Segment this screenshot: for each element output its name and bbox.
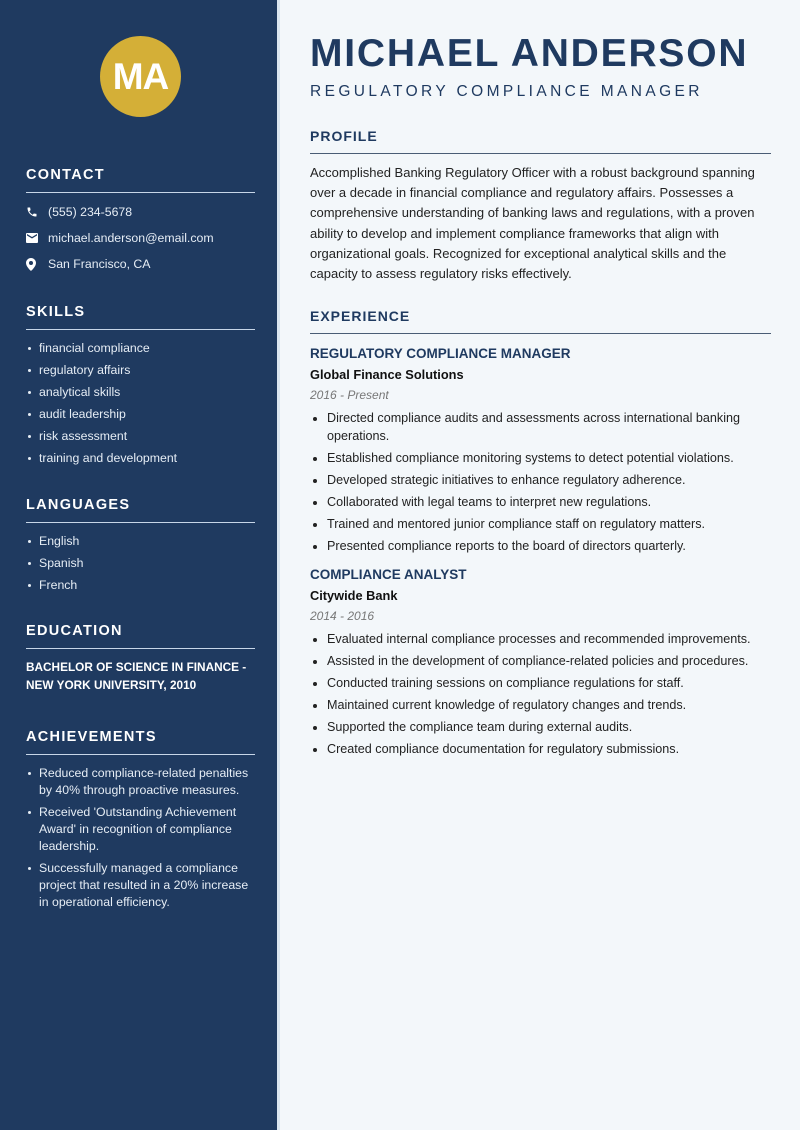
contact-phone bbox=[26, 203, 255, 221]
languages-heading: LANGUAGES bbox=[26, 497, 255, 523]
languages-list bbox=[26, 533, 255, 594]
job-title: COMPLIANCE ANALYST bbox=[310, 567, 467, 582]
language-item: French bbox=[26, 577, 255, 594]
job-bullet: Trained and mentored junior compliance staff on regulatory matters. bbox=[310, 516, 771, 534]
job-bullets bbox=[310, 631, 771, 759]
job-bullet: Collaborated with legal teams to interpret new regulations. bbox=[310, 494, 771, 512]
avatar-initials: MA bbox=[112, 55, 169, 97]
education-entry: BACHELOR OF SCIENCE IN FINANCE - NEW YORK UNIVERSITY, 2010 bbox=[26, 660, 247, 692]
phone-text[interactable]: (555) 234-5678 bbox=[48, 205, 133, 219]
phone-icon bbox=[26, 206, 48, 218]
job-bullet: Developed strategic initiatives to enhance regulatory adherence. bbox=[310, 472, 771, 490]
job-bullet: Directed compliance audits and assessments across international banking operations. bbox=[310, 410, 771, 445]
email-icon bbox=[26, 233, 48, 243]
profile-section bbox=[310, 128, 771, 284]
skill-item: audit leadership bbox=[26, 406, 255, 423]
sidebar bbox=[0, 0, 280, 1130]
achievements-list bbox=[26, 765, 255, 911]
job-bullet: Assisted in the development of compliance-related policies and procedures. bbox=[310, 653, 771, 671]
job-bullet: Supported the compliance team during external audits. bbox=[310, 719, 771, 737]
job-bullets bbox=[310, 410, 771, 555]
candidate-title: REGULATORY COMPLIANCE MANAGER bbox=[310, 83, 703, 100]
education-heading: EDUCATION bbox=[26, 623, 255, 649]
job-bullet: Presented compliance reports to the board of directors quarterly. bbox=[310, 538, 771, 556]
candidate-name: MICHAEL ANDERSON bbox=[310, 32, 749, 75]
job-dates: 2016 - Present bbox=[310, 388, 389, 402]
skill-item: financial compliance bbox=[26, 340, 255, 357]
avatar bbox=[100, 36, 181, 117]
contact-heading: CONTACT bbox=[26, 167, 255, 193]
job-title: REGULATORY COMPLIANCE MANAGER bbox=[310, 346, 571, 361]
achievement-item: Successfully managed a compliance project that resulted in a 20% increase in operational efficiency. bbox=[26, 860, 255, 911]
achievement-item: Reduced compliance-related penalties by 40% through proactive measures. bbox=[26, 765, 255, 799]
experience-heading: EXPERIENCE bbox=[310, 308, 771, 334]
job-company: Citywide Bank bbox=[310, 588, 398, 603]
location-pin-icon bbox=[26, 258, 48, 271]
skill-item: training and development bbox=[26, 450, 255, 467]
experience-section bbox=[310, 308, 771, 763]
job-dates: 2014 - 2016 bbox=[310, 609, 375, 623]
language-item: English bbox=[26, 533, 255, 550]
achievements-heading: ACHIEVEMENTS bbox=[26, 729, 255, 755]
job-bullet: Evaluated internal compliance processes and recommended improvements. bbox=[310, 631, 771, 649]
profile-text: Accomplished Banking Regulatory Officer with a robust background spanning over a decade in financial compliance and regulatory affairs. Possesses a comprehensive understanding of banking laws and regulations, with a proven ability to develop and implement compliance frameworks that align with organizational goals. Recognized for exceptional analytical skills and the capacity to assess regulatory risks effectively. bbox=[310, 165, 755, 282]
job-bullet: Maintained current knowledge of regulatory changes and trends. bbox=[310, 697, 771, 715]
achievement-item: Received 'Outstanding Achievement Award' in recognition of compliance leadership. bbox=[26, 804, 255, 855]
achievements-section bbox=[26, 729, 255, 916]
location-text: San Francisco, CA bbox=[48, 257, 151, 271]
skill-item: regulatory affairs bbox=[26, 362, 255, 379]
language-item: Spanish bbox=[26, 555, 255, 572]
skill-item: risk assessment bbox=[26, 428, 255, 445]
job-entry bbox=[310, 567, 771, 759]
job-bullet: Created compliance documentation for regulatory submissions. bbox=[310, 741, 771, 759]
skills-list bbox=[26, 340, 255, 467]
languages-section bbox=[26, 497, 255, 599]
job-entry bbox=[310, 346, 771, 555]
contact-email bbox=[26, 229, 255, 247]
job-bullet: Established compliance monitoring systems to detect potential violations. bbox=[310, 450, 771, 468]
contact-location bbox=[26, 255, 255, 273]
education-section bbox=[26, 623, 255, 694]
contact-section bbox=[26, 167, 255, 273]
skills-heading: SKILLS bbox=[26, 304, 255, 330]
job-bullet: Conducted training sessions on compliance regulations for staff. bbox=[310, 675, 771, 693]
skills-section bbox=[26, 304, 255, 472]
skill-item: analytical skills bbox=[26, 384, 255, 401]
profile-heading: PROFILE bbox=[310, 128, 771, 154]
email-text[interactable]: michael.anderson@email.com bbox=[48, 231, 214, 245]
job-company: Global Finance Solutions bbox=[310, 367, 464, 382]
